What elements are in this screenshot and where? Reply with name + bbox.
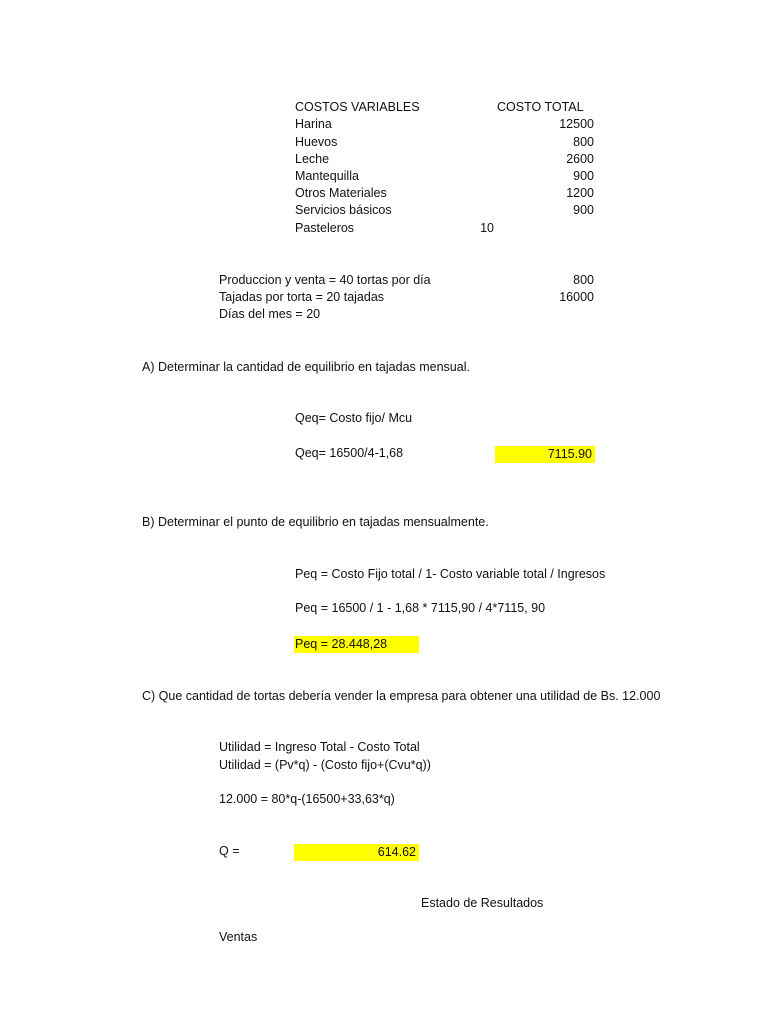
q-label: Q =	[219, 844, 240, 858]
utilidad-line-2: Utilidad = (Pv*q) - (Costo fijo+(Cvu*q))	[219, 758, 431, 772]
row-label-otros-materiales: Otros Materiales	[295, 186, 387, 200]
q-value-highlight: 614.62	[294, 844, 419, 861]
production-label-tortas: Produccion y venta = 40 tortas por día	[219, 273, 431, 287]
question-c: C) Que cantidad de tortas debería vender la empresa para obtener una utilidad de Bs. 12.000	[142, 689, 661, 703]
production-label-dias: Días del mes = 20	[219, 307, 321, 321]
question-b: B) Determinar el punto de equilibrio en tajadas mensualmente.	[142, 515, 489, 529]
row-value-harina: 12500	[559, 117, 594, 131]
row-value-leche: 2600	[566, 152, 594, 166]
row-label-leche: Leche	[295, 152, 330, 166]
row-label-harina: Harina	[295, 117, 332, 131]
formula-a: Qeq= Costo fijo/ Mcu	[295, 411, 413, 425]
table-header-costos-variables: COSTOS VARIABLES	[295, 100, 420, 114]
utilidad-equation: 12.000 = 80*q-(16500+33,63*q)	[219, 792, 395, 806]
row-label-servicios-basicos: Servicios básicos	[295, 203, 392, 217]
formula-b: Peq = Costo Fijo total / 1- Costo variable total / Ingresos	[295, 567, 606, 581]
production-value-tortas: 800	[573, 273, 594, 287]
row-value-servicios-basicos: 900	[573, 203, 594, 217]
table-header-costo-total: COSTO TOTAL	[497, 100, 584, 114]
row-value-mantequilla: 900	[573, 169, 594, 183]
production-value-tajadas: 16000	[559, 290, 594, 304]
calc-a: Qeq= 16500/4-1,68	[295, 446, 404, 460]
row-value-otros-materiales: 1200	[566, 186, 594, 200]
result-a-highlight: 7115.90	[495, 446, 595, 463]
row-label-huevos: Huevos	[295, 135, 338, 149]
estado-resultados-title: Estado de Resultados	[421, 896, 544, 910]
row-label-pasteleros: Pasteleros	[295, 221, 355, 235]
row-value-huevos: 800	[573, 135, 594, 149]
row-value-pasteleros: 10	[480, 221, 494, 235]
row-label-mantequilla: Mantequilla	[295, 169, 359, 183]
ventas-label: Ventas	[219, 930, 258, 944]
production-label-tajadas: Tajadas por torta = 20 tajadas	[219, 290, 385, 304]
question-a: A) Determinar la cantidad de equilibrio en tajadas mensual.	[142, 360, 470, 374]
result-b-highlight: Peq = 28.448,28	[294, 636, 419, 653]
utilidad-line-1: Utilidad = Ingreso Total - Costo Total	[219, 740, 420, 754]
calc-b: Peq = 16500 / 1 - 1,68 * 7115,90 / 4*7115, 90	[295, 601, 546, 615]
